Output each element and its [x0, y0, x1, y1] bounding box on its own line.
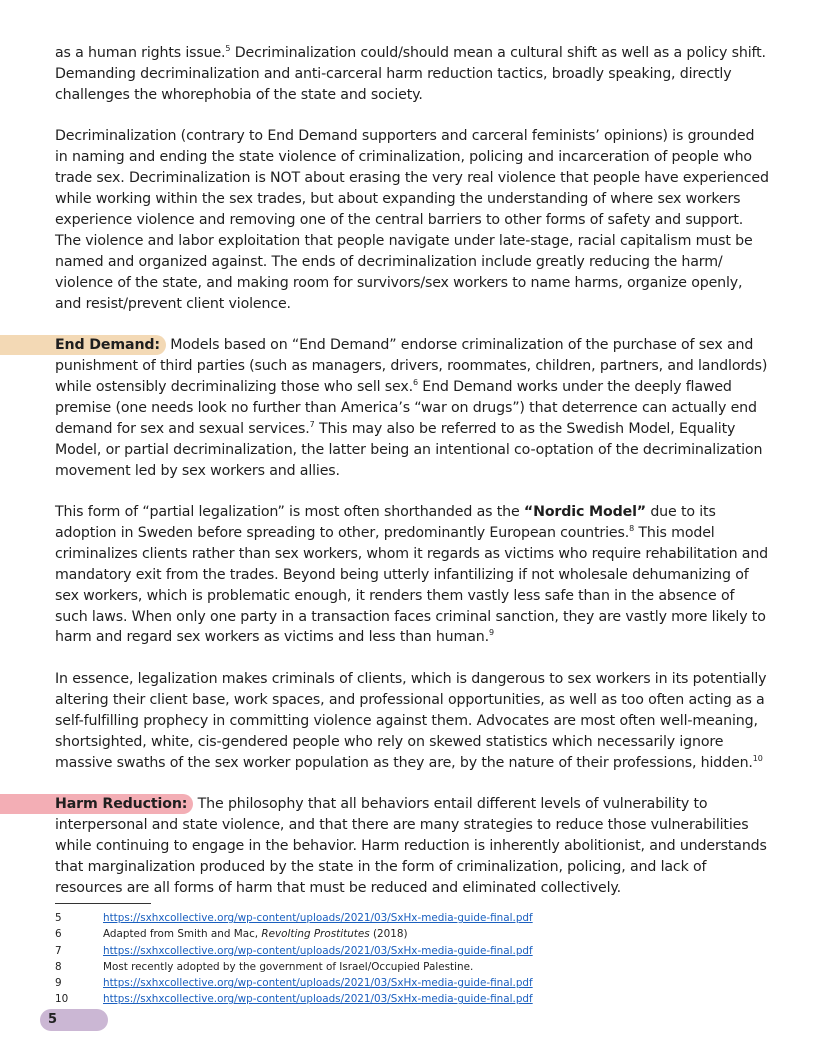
p6-text-a: The philosophy that all behaviors entail different levels of vulnerability to interpersonal and state violence, and that there are many strategies to reduce those vulnerabilities while continuing to engage in the behavior. Harm reduction is inherently abolitionist, and understands that marginalization produced by the state in the form of criminalization, policing, and lack of resources are all forms of harm that must be reduced and eliminated collectively.: [55, 796, 767, 896]
p1-text-b: Decriminalization could/should mean a cultural shift as well as a policy shift. Demanding decriminalization and anti-carceral harm reduction tactics, broadly speaking, directly challenges the whorephobia of the state and society.: [55, 45, 766, 103]
footnote-ref-5[interactable]: 5: [225, 44, 231, 53]
footnote-text: Most recently adopted by the government of Israel/Occupied Palestine.: [103, 960, 474, 973]
paragraph-2: Decriminalization (contrary to End Demand supporters and carceral feminists’ opinions) is grounded in naming and ending the state violence of criminalization, policing and incarceration of people who trade sex. Decriminalization is NOT about erasing the very real violence that people have experienced while working within the sex trades, but about expanding the understanding of where sex workers experience violence and removing one of the central barriers to other forms of safety and support. The violence and labor exploitation that people navigate under late-stage, racial capitalism must be named and organized against. The ends of decriminalization include greatly reducing the harm/ violence of the state, and making room for survivors/sex workers to name harms, organize openly, and resist/prevent client violence.: [55, 128, 769, 312]
footnote-number: 5: [55, 912, 62, 925]
harm-reduction-tag: Harm Reduction:: [0, 794, 193, 814]
footnote-9: [55, 975, 769, 991]
paragraph-1: [55, 43, 769, 106]
footnote-link[interactable]: https://sxhxcollective.org/wp-content/uploads/2021/03/SxHx-media-guide-final.pdf: [103, 977, 533, 989]
book-title: Revolting Prostitutes: [261, 928, 370, 941]
p4-text-b: due to its adoption in Sweden before spreading to other, predominantly European countries.: [55, 504, 716, 541]
footnote-link[interactable]: https://sxhxcollective.org/wp-content/uploads/2021/03/SxHx-media-guide-final.pdf: [103, 944, 533, 957]
footnote-link[interactable]: https://sxhxcollective.org/wp-content/uploads/2021/03/SxHx-media-guide-final.pdf: [103, 993, 533, 1006]
footnote-ref-6[interactable]: 6: [412, 377, 418, 387]
document-body: [55, 43, 769, 1007]
p1-text-a: as a human rights issue.: [55, 45, 226, 61]
footnote-divider: [55, 903, 151, 904]
footnote-6: [55, 926, 769, 942]
footnote-number: 10: [55, 993, 69, 1006]
p3-text-a: Models based on “End Demand” endorse criminalization of the purchase of sex and punishment of third parties (such as managers, drivers, roommates, children, partners, and landlords) while ostensibly decriminalizing those who sell sex.: [55, 337, 768, 395]
paragraph-nordic-model: [55, 502, 769, 648]
footnote-ref-7[interactable]: 7: [309, 419, 315, 429]
footnote-7: [55, 943, 769, 959]
p4-text-a: This form of “partial legalization” is most often shorthanded as the: [55, 504, 524, 520]
footnote-ref-8[interactable]: 8: [629, 523, 635, 533]
p3-text-c: This may also be referred to as the Swedish Model, Equality Model, or partial decriminalization, the latter being an intentional co-optation of the decriminalization movement led by sex workers and allies.: [55, 420, 763, 479]
paragraph-end-demand: [55, 335, 769, 481]
footnote-text-post: (2018): [369, 928, 408, 941]
paragraph-legalization: [55, 669, 769, 774]
footnote-8: [55, 959, 769, 975]
footnotes: [55, 910, 769, 1007]
footnote-ref-10[interactable]: 10: [752, 753, 763, 763]
footnote-number: 7: [55, 944, 62, 957]
footnote-number: 6: [55, 928, 62, 941]
page-number-badge: 5: [40, 1009, 108, 1031]
p5-text-a: In essence, legalization makes criminals of clients, which is dangerous to sex workers in its potentially altering their client base, work spaces, and professional opportunities, as well as too often acting as a self-fulfilling prophecy in committing violence against them. Advocates are most often well-meaning, shortsighted, white, cis-gendered people who rely on skewed statistics which necessarily ignore massive swaths of the sex worker population as they are, by the nature of their professions, hidden.: [55, 670, 767, 771]
end-demand-tag: End Demand:: [0, 335, 166, 355]
footnote-number: 8: [55, 960, 62, 973]
nordic-model-term: “Nordic Model”: [523, 504, 646, 520]
p3-text-b: End Demand works under the deeply flawed premise (one needs look no further than America’s “war on drugs”) that deterrence can actually end demand for sex and sexual services.: [55, 378, 757, 437]
footnote-text-pre: Adapted from Smith and Mac,: [103, 928, 262, 941]
footnote-ref-9[interactable]: 9: [488, 628, 494, 638]
footnote-number: 9: [55, 977, 62, 989]
footnote-5: [55, 910, 769, 926]
p4-text-c: This model criminalizes clients rather than sex workers, whom it regards as victims who require rehabilitation and mandatory exit from the trades. Beyond being utterly infantilizing if not wholesale dehumanizing of sex workers, which is problematic enough, it renders them vastly less safe than in the absence of such laws. When only one party in a transaction faces criminal sanction, they are vastly more likely to harm and regard sex workers as victims and less than human.: [55, 524, 769, 646]
paragraph-harm-reduction: [55, 794, 769, 899]
footnote-10: [55, 991, 769, 1007]
footnote-text: [103, 926, 408, 942]
footnote-link[interactable]: https://sxhxcollective.org/wp-content/uploads/2021/03/SxHx-media-guide-final.pdf: [103, 912, 533, 925]
